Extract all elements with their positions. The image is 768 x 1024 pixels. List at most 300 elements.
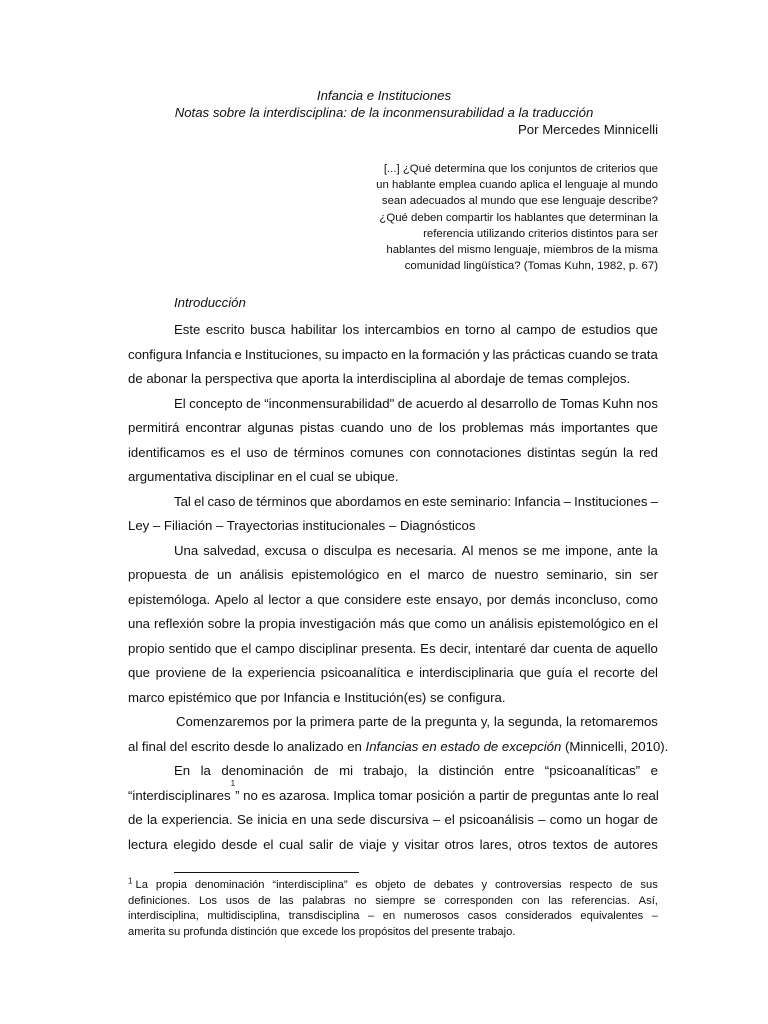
word: como	[549, 812, 583, 827]
word: propio	[128, 640, 165, 656]
word: seminario,	[546, 567, 608, 582]
word: al	[466, 395, 478, 411]
word: discursiva	[369, 812, 429, 827]
word: psicoanalítica	[320, 665, 401, 680]
word: el	[409, 567, 420, 582]
word: campo	[516, 322, 556, 337]
word: propia	[258, 616, 296, 631]
word: en	[444, 322, 460, 337]
word: intentaré	[474, 640, 527, 656]
word: o	[311, 542, 319, 558]
word: el	[647, 616, 658, 631]
word: desarrollo	[480, 395, 539, 411]
word: Apelo	[214, 591, 249, 607]
word: concepto	[189, 395, 243, 411]
word: epistemológico	[291, 567, 380, 582]
word: corresponden	[444, 894, 513, 907]
word: en	[391, 346, 406, 362]
body-line: argumentativa disciplinar en el cual se ubique.	[128, 469, 399, 484]
word: uno	[389, 420, 412, 435]
body-line	[128, 759, 658, 784]
word: denominación	[194, 879, 265, 891]
word: “interdisciplina”	[272, 879, 348, 891]
body-line	[128, 318, 658, 343]
section-heading: Introducción	[174, 295, 246, 310]
word: propia	[155, 879, 187, 891]
word: problemas	[461, 420, 524, 435]
word: Los	[198, 894, 217, 907]
word: Tal	[174, 493, 191, 509]
word: disciplinar	[298, 640, 358, 656]
word: psicoanálisis	[459, 812, 534, 827]
word: menos	[478, 542, 518, 558]
word: la	[295, 714, 307, 729]
body-line: Ley – Filiación – Trayectorias institucionales – Diagnósticos	[128, 518, 476, 533]
word: aquello	[615, 640, 658, 656]
word: excusa	[264, 542, 307, 558]
word: usos	[225, 894, 250, 907]
word: análisis	[239, 567, 284, 582]
word: objeto	[375, 879, 406, 891]
word: ensayo,	[435, 591, 483, 607]
body-line	[128, 343, 658, 368]
body-line	[128, 661, 658, 686]
body-line	[128, 612, 658, 637]
word: Infancia	[185, 346, 232, 362]
citation: (Minnicelli, 2010).	[564, 738, 669, 754]
word: recorte	[593, 665, 635, 680]
word: Se	[236, 812, 254, 827]
word: el	[577, 665, 589, 680]
word: $^1$ La	[128, 876, 149, 891]
epigraph-quote	[348, 161, 658, 274]
body-line	[128, 778, 659, 809]
word: necesaria.	[395, 542, 457, 558]
word: parte	[358, 714, 389, 729]
body-line-text: ” no es azarosa. Implica tomar posición a partir de preguntas ante lo real	[235, 787, 659, 803]
word: sus	[640, 879, 658, 891]
word: la	[647, 542, 658, 558]
word: hogar	[605, 812, 640, 827]
body-line	[128, 710, 658, 735]
word: de	[593, 836, 609, 852]
word: una	[310, 812, 333, 827]
word: lares,	[479, 836, 512, 852]
word: red	[638, 444, 658, 460]
word: es	[355, 879, 368, 891]
word: es	[376, 542, 391, 558]
word: referencias.	[571, 894, 630, 907]
word: visitar	[404, 836, 439, 852]
epigraph-line: un hablante emplea cuando aplica el lenguaje al mundo	[376, 179, 658, 192]
word: sin	[614, 567, 632, 582]
footnote	[128, 878, 658, 940]
word: –	[432, 812, 441, 827]
word: que	[408, 616, 431, 631]
word: caso	[207, 493, 236, 509]
word: como	[434, 616, 467, 631]
word: impone,	[565, 542, 612, 558]
body-text	[128, 318, 669, 857]
word: la	[408, 346, 419, 362]
body-line	[128, 539, 658, 564]
word: la	[231, 665, 243, 680]
word: e	[406, 665, 414, 680]
word: encontrar	[185, 420, 242, 435]
word: propuesta	[128, 567, 187, 582]
word: el	[263, 836, 274, 852]
book-title: Infancias en estado de excepción	[365, 738, 562, 754]
word: del	[640, 665, 658, 680]
word: guía	[546, 665, 573, 680]
word: intercambios	[364, 322, 440, 337]
word: de	[194, 567, 210, 582]
word: salvedad,	[203, 542, 260, 558]
footnote-divider	[174, 872, 359, 873]
word: experiencia	[247, 665, 316, 680]
word: a	[305, 591, 313, 607]
word: e	[234, 346, 242, 362]
word: –	[538, 812, 546, 827]
word: ser	[639, 567, 658, 582]
word: el	[230, 444, 241, 460]
word: transdisciplina	[288, 910, 360, 923]
word: un	[470, 616, 486, 631]
word: seminario:	[450, 493, 512, 509]
word: que	[317, 591, 340, 607]
word: de	[643, 812, 658, 827]
word: en	[382, 910, 396, 923]
word: demás	[510, 591, 551, 607]
word: en	[387, 567, 402, 582]
word: reflexión	[153, 616, 204, 631]
word: que	[519, 665, 542, 680]
word: dar	[530, 640, 550, 656]
word: la	[622, 444, 634, 460]
word: de	[418, 420, 433, 435]
word: que	[635, 420, 658, 435]
word: con	[409, 444, 431, 460]
word: los	[342, 322, 360, 337]
footnote-ref[interactable]: 1	[230, 778, 236, 788]
body-line	[128, 416, 658, 441]
epigraph-line: sean adecuados al mundo que ese lenguaje describe?	[381, 195, 658, 208]
word: términos	[256, 493, 307, 509]
body-line	[128, 588, 658, 613]
word: comunes	[350, 444, 404, 460]
word: segunda,	[508, 714, 563, 729]
body-line: marco epistémico que por Infancia e Institución(es) se configura.	[128, 689, 506, 705]
word: de	[211, 665, 227, 680]
word: que	[215, 640, 238, 656]
word: de	[338, 836, 354, 852]
word: elegido	[173, 836, 216, 852]
word: este	[406, 591, 432, 607]
word: Instituciones	[574, 493, 648, 509]
word: en	[291, 812, 307, 827]
word: se	[522, 542, 537, 558]
word: me	[541, 542, 561, 558]
word: autores	[613, 836, 658, 852]
word: connotaciones	[436, 444, 522, 460]
word: otros	[517, 836, 547, 852]
word: una	[128, 616, 151, 631]
word: al	[253, 591, 264, 607]
body-line	[128, 490, 658, 515]
word: las	[492, 346, 510, 362]
word: según	[581, 444, 618, 460]
word: –	[563, 493, 571, 509]
word: de	[392, 714, 407, 729]
word: algunas	[247, 420, 294, 435]
word: decir,	[439, 640, 472, 656]
epigraph-line: [...] ¿Qué determina que los conjuntos de criterios que	[383, 163, 658, 175]
body-line	[128, 735, 669, 760]
word: de	[397, 395, 413, 411]
word: importantes	[560, 420, 630, 435]
word: las	[548, 894, 563, 907]
word: En	[174, 763, 191, 778]
word: un	[586, 812, 601, 827]
word: no	[354, 894, 367, 907]
word: más	[529, 420, 555, 435]
word: interdisciplinaria	[419, 665, 514, 680]
word: pistas	[299, 420, 335, 435]
word: torno	[464, 322, 496, 337]
word: un	[216, 567, 232, 582]
word: abordamos	[335, 493, 402, 509]
word: escrito	[205, 322, 245, 337]
footnote-marker: 1	[128, 876, 133, 886]
word: lector	[268, 591, 301, 607]
word: disculpa	[323, 542, 372, 558]
word: palabras	[302, 894, 346, 907]
word: Infancia	[514, 493, 561, 509]
word: que	[128, 665, 151, 680]
word: trabajo,	[363, 763, 408, 778]
word: la	[244, 616, 255, 631]
body-line	[128, 833, 658, 858]
word: cuando	[340, 420, 384, 435]
footnote-line: amerita su profunda distinción que excede los propósitos del presente trabajo.	[128, 925, 516, 938]
word: la	[493, 714, 505, 729]
word: Este	[174, 322, 201, 337]
epigraph-line: comunidad lingüística? (Tomas Kuhn, 1982, p. 67)	[404, 260, 658, 273]
word: Al	[461, 542, 474, 558]
word: formación	[421, 346, 480, 362]
word: de	[246, 395, 261, 411]
word: denominación	[221, 763, 304, 778]
word: estudios	[581, 322, 631, 337]
word: la	[418, 763, 429, 778]
word: entre	[504, 763, 535, 778]
word: Así,	[638, 894, 658, 907]
word: lectura	[128, 836, 168, 852]
word: cual	[279, 836, 304, 852]
word: inconcluso,	[554, 591, 621, 607]
word: el	[240, 640, 252, 656]
word: trata	[631, 346, 658, 362]
word: impacto	[341, 346, 388, 362]
body-line-text: al final del escrito desde lo analizado en	[128, 738, 362, 754]
word: en	[629, 616, 644, 631]
word: busca	[250, 322, 286, 337]
word: los	[438, 420, 456, 435]
word: que	[310, 493, 333, 509]
word: distinción	[438, 763, 494, 778]
word: controversias	[494, 879, 562, 891]
word: y	[482, 346, 490, 362]
word: su	[324, 346, 339, 362]
word: presenta.	[361, 640, 417, 656]
word: primera	[309, 714, 355, 729]
word: por	[486, 591, 506, 607]
word: interdisciplina,	[128, 910, 199, 923]
word: sede	[337, 812, 366, 827]
word: que	[635, 322, 658, 337]
word: definiciones.	[128, 894, 191, 907]
word: nos	[636, 395, 658, 411]
word: la	[410, 714, 422, 729]
epigraph-line: hablantes del mismo lenguaje, miembros de la misma	[386, 244, 658, 257]
word: acuerdo	[415, 395, 464, 411]
word: Kuhn	[602, 395, 634, 411]
author-line: Por Mercedes Minnicelli	[518, 122, 658, 137]
word: de	[413, 879, 426, 891]
word: casos	[467, 910, 497, 923]
word: retomaremos	[580, 714, 658, 729]
word: la	[146, 812, 158, 827]
word: considere	[344, 591, 402, 607]
word: las	[279, 894, 294, 907]
word: de	[620, 879, 633, 891]
word: numerosos	[403, 910, 460, 923]
word: de	[313, 763, 329, 778]
body-line	[128, 808, 658, 833]
word: de	[258, 894, 271, 907]
body-line	[128, 392, 658, 417]
word: nuestro	[494, 567, 539, 582]
word: análisis	[489, 616, 534, 631]
word: configura	[128, 346, 183, 362]
footnote-line	[128, 894, 658, 910]
word: Es	[420, 640, 436, 656]
word: de	[273, 444, 289, 460]
body-line	[128, 563, 658, 588]
word: ante	[616, 542, 643, 558]
word: cuando	[568, 346, 612, 362]
word: identificamos	[128, 444, 205, 460]
word: salir	[309, 836, 334, 852]
word: y	[392, 836, 399, 852]
word: inicia	[257, 812, 288, 827]
word: de	[472, 567, 487, 582]
word: equivalentes	[580, 910, 644, 923]
word: con	[521, 894, 540, 907]
word: de	[238, 493, 254, 509]
word: siempre	[375, 894, 416, 907]
body-line	[128, 441, 658, 466]
word: habilitar	[290, 322, 337, 337]
footnote-line	[128, 878, 658, 894]
word: en	[404, 493, 419, 509]
word: de	[542, 395, 557, 411]
word: la	[200, 763, 211, 778]
word: respecto	[569, 879, 613, 891]
word: Una	[174, 542, 199, 558]
word: permitirá	[128, 420, 180, 435]
word: multidisciplina,	[207, 910, 281, 923]
word: otros	[444, 836, 474, 852]
epigraph-line: referencia utilizando criterios distintos para ser	[423, 227, 658, 240]
word: se	[614, 346, 629, 362]
word: cuenta	[553, 640, 593, 656]
word: el	[444, 812, 455, 827]
body-line: de abonar la perspectiva que aporta la interdisciplina al abordaje de temas complejos.	[128, 371, 631, 386]
word: –	[368, 910, 375, 923]
word: –	[650, 493, 658, 509]
word: El	[174, 395, 186, 411]
word: mi	[339, 763, 354, 778]
word: la	[566, 714, 577, 729]
word: como	[625, 591, 658, 607]
word: distintas	[527, 444, 576, 460]
word: campo	[255, 640, 295, 656]
word: Comenzaremos	[176, 714, 270, 729]
word: sobre	[207, 616, 241, 631]
body-line	[128, 637, 658, 662]
word: y,	[480, 714, 491, 729]
word: más	[379, 616, 405, 631]
word: considerados	[505, 910, 572, 923]
word: “inconmensurabilidad"	[264, 395, 395, 411]
word: debates	[433, 879, 474, 891]
body-line-text: “interdisciplinares	[128, 787, 231, 803]
word: experiencia.	[161, 812, 233, 827]
word: Instituciones,	[244, 346, 322, 362]
word: marco	[427, 567, 465, 582]
word: investigación	[299, 616, 376, 631]
word: este	[422, 493, 448, 509]
word: el	[194, 493, 205, 509]
word: términos	[293, 444, 345, 460]
word: al	[500, 322, 511, 337]
word: prácticas	[512, 346, 566, 362]
word: textos	[552, 836, 588, 852]
word: “psicoanalíticas”	[544, 763, 641, 778]
word: epistemóloga.	[128, 591, 211, 607]
word: sentido	[168, 640, 212, 656]
footnote-line	[128, 909, 658, 925]
word: e	[650, 763, 658, 778]
word: epistemológico	[537, 616, 626, 631]
word: Tomas	[560, 395, 599, 411]
word: por	[272, 714, 292, 729]
document-title: Infancia e Instituciones	[316, 88, 452, 103]
word: de	[596, 640, 612, 656]
document-subtitle: Notas sobre la interdisciplina: de la inconmensurabilidad a la traducción	[174, 105, 594, 120]
word: de	[561, 322, 576, 337]
word: proviene	[155, 665, 207, 680]
word: de	[128, 812, 143, 827]
epigraph-line: ¿Qué deben compartir los hablantes que determinan la	[379, 211, 658, 224]
word: –	[651, 910, 658, 923]
word: es	[210, 444, 225, 460]
word: y	[481, 879, 488, 891]
word: desde	[221, 836, 258, 852]
word: pregunta	[424, 714, 477, 729]
word: uso	[246, 444, 268, 460]
